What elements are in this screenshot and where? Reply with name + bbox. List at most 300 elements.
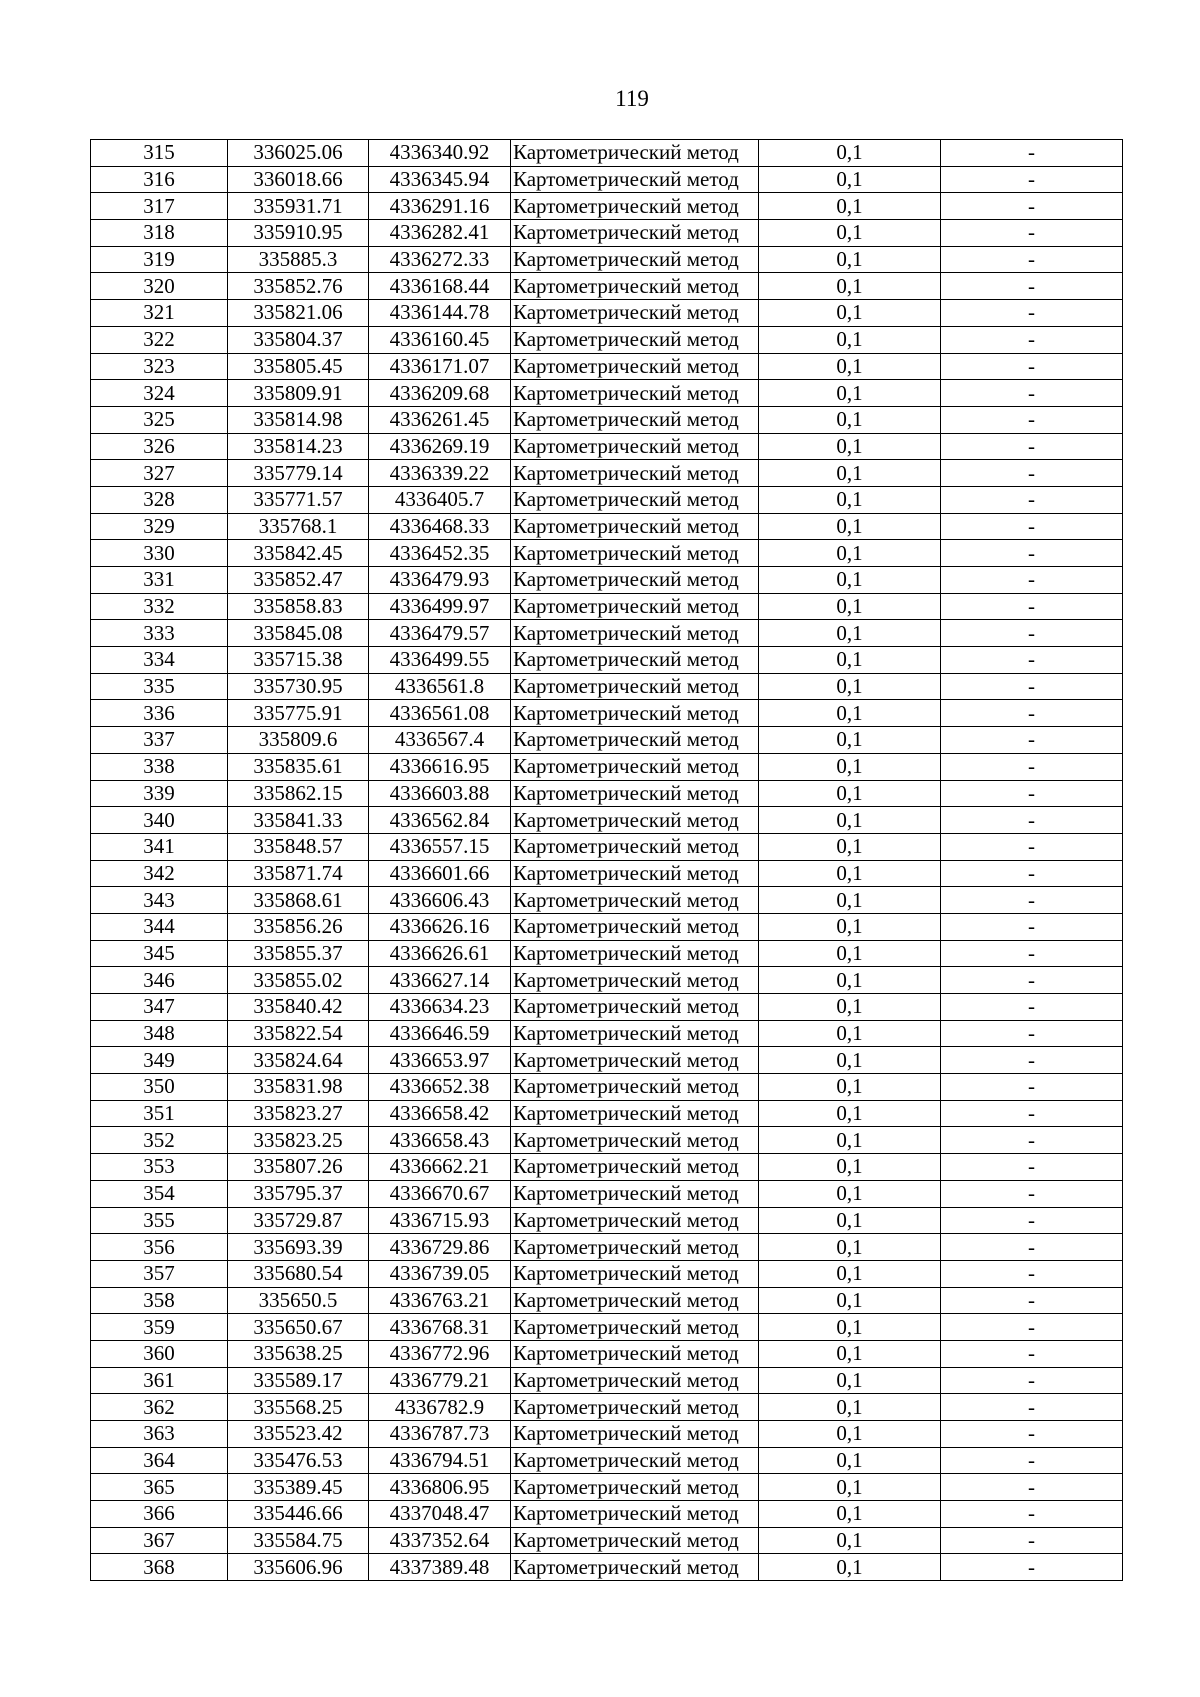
note-cell: -	[941, 700, 1123, 727]
y-coordinate-cell: 4336452.35	[369, 540, 511, 567]
coordinates-table	[90, 139, 1123, 1581]
note-cell: -	[941, 1047, 1123, 1074]
table-row	[91, 593, 1123, 620]
y-coordinate-cell: 4336282.41	[369, 220, 511, 247]
note-cell: -	[941, 1394, 1123, 1421]
y-coordinate-cell: 4336626.61	[369, 940, 511, 967]
x-coordinate-cell: 335852.76	[228, 273, 369, 300]
note-cell: -	[941, 1474, 1123, 1501]
x-coordinate-cell: 335835.61	[228, 753, 369, 780]
x-coordinate-cell: 335868.61	[228, 887, 369, 914]
point-number-cell: 361	[91, 1367, 228, 1394]
table-row	[91, 647, 1123, 674]
method-cell: Картометрический метод	[511, 140, 759, 167]
x-coordinate-cell: 335823.27	[228, 1100, 369, 1127]
y-coordinate-cell: 4336715.93	[369, 1207, 511, 1234]
note-cell: -	[941, 166, 1123, 193]
table-row	[91, 1447, 1123, 1474]
method-cell: Картометрический метод	[511, 620, 759, 647]
table-row	[91, 380, 1123, 407]
accuracy-cell: 0,1	[759, 913, 941, 940]
point-number-cell: 327	[91, 460, 228, 487]
x-coordinate-cell: 335584.75	[228, 1527, 369, 1554]
x-coordinate-cell: 335852.47	[228, 567, 369, 594]
y-coordinate-cell: 4336787.73	[369, 1421, 511, 1448]
note-cell: -	[941, 940, 1123, 967]
method-cell: Картометрический метод	[511, 1474, 759, 1501]
x-coordinate-cell: 335476.53	[228, 1447, 369, 1474]
accuracy-cell: 0,1	[759, 807, 941, 834]
accuracy-cell: 0,1	[759, 220, 941, 247]
y-coordinate-cell: 4336345.94	[369, 166, 511, 193]
table-row	[91, 166, 1123, 193]
method-cell: Картометрический метод	[511, 486, 759, 513]
accuracy-cell: 0,1	[759, 326, 941, 353]
note-cell: -	[941, 1100, 1123, 1127]
x-coordinate-cell: 335848.57	[228, 833, 369, 860]
point-number-cell: 356	[91, 1234, 228, 1261]
y-coordinate-cell: 4336561.8	[369, 673, 511, 700]
table-row	[91, 994, 1123, 1021]
x-coordinate-cell: 335523.42	[228, 1421, 369, 1448]
accuracy-cell: 0,1	[759, 887, 941, 914]
x-coordinate-cell: 335809.6	[228, 727, 369, 754]
accuracy-cell: 0,1	[759, 513, 941, 540]
table-row	[91, 807, 1123, 834]
accuracy-cell: 0,1	[759, 460, 941, 487]
y-coordinate-cell: 4336658.43	[369, 1127, 511, 1154]
method-cell: Картометрический метод	[511, 166, 759, 193]
point-number-cell: 333	[91, 620, 228, 647]
table-row	[91, 1474, 1123, 1501]
table-row	[91, 673, 1123, 700]
method-cell: Картометрический метод	[511, 593, 759, 620]
note-cell: -	[941, 540, 1123, 567]
method-cell: Картометрический метод	[511, 994, 759, 1021]
x-coordinate-cell: 335693.39	[228, 1234, 369, 1261]
table-row	[91, 326, 1123, 353]
point-number-cell: 319	[91, 246, 228, 273]
point-number-cell: 347	[91, 994, 228, 1021]
point-number-cell: 341	[91, 833, 228, 860]
note-cell: -	[941, 967, 1123, 994]
y-coordinate-cell: 4336562.84	[369, 807, 511, 834]
method-cell: Картометрический метод	[511, 1260, 759, 1287]
point-number-cell: 359	[91, 1314, 228, 1341]
method-cell: Картометрический метод	[511, 780, 759, 807]
method-cell: Картометрический метод	[511, 1100, 759, 1127]
accuracy-cell: 0,1	[759, 1180, 941, 1207]
method-cell: Картометрический метод	[511, 460, 759, 487]
table-row	[91, 620, 1123, 647]
point-number-cell: 322	[91, 326, 228, 353]
accuracy-cell: 0,1	[759, 1447, 941, 1474]
method-cell: Картометрический метод	[511, 1180, 759, 1207]
y-coordinate-cell: 4337048.47	[369, 1501, 511, 1528]
x-coordinate-cell: 335446.66	[228, 1501, 369, 1528]
method-cell: Картометрический метод	[511, 1394, 759, 1421]
method-cell: Картометрический метод	[511, 1527, 759, 1554]
y-coordinate-cell: 4336499.55	[369, 647, 511, 674]
note-cell: -	[941, 620, 1123, 647]
note-cell: -	[941, 1314, 1123, 1341]
x-coordinate-cell: 335856.26	[228, 913, 369, 940]
note-cell: -	[941, 1154, 1123, 1181]
accuracy-cell: 0,1	[759, 1501, 941, 1528]
table-row	[91, 353, 1123, 380]
method-cell: Картометрический метод	[511, 1287, 759, 1314]
table-row	[91, 860, 1123, 887]
point-number-cell: 315	[91, 140, 228, 167]
note-cell: -	[941, 193, 1123, 220]
y-coordinate-cell: 4337389.48	[369, 1554, 511, 1581]
method-cell: Картометрический метод	[511, 860, 759, 887]
table-row	[91, 1020, 1123, 1047]
x-coordinate-cell: 336025.06	[228, 140, 369, 167]
point-number-cell: 349	[91, 1047, 228, 1074]
x-coordinate-cell: 335715.38	[228, 647, 369, 674]
note-cell: -	[941, 380, 1123, 407]
point-number-cell: 345	[91, 940, 228, 967]
method-cell: Картометрический метод	[511, 753, 759, 780]
point-number-cell: 339	[91, 780, 228, 807]
x-coordinate-cell: 335814.98	[228, 406, 369, 433]
point-number-cell: 331	[91, 567, 228, 594]
method-cell: Картометрический метод	[511, 1367, 759, 1394]
y-coordinate-cell: 4336601.66	[369, 860, 511, 887]
point-number-cell: 354	[91, 1180, 228, 1207]
method-cell: Картометрический метод	[511, 1554, 759, 1581]
x-coordinate-cell: 335680.54	[228, 1260, 369, 1287]
x-coordinate-cell: 335779.14	[228, 460, 369, 487]
table-row	[91, 1287, 1123, 1314]
y-coordinate-cell: 4336806.95	[369, 1474, 511, 1501]
table-row	[91, 1421, 1123, 1448]
x-coordinate-cell: 335389.45	[228, 1474, 369, 1501]
accuracy-cell: 0,1	[759, 647, 941, 674]
x-coordinate-cell: 335824.64	[228, 1047, 369, 1074]
x-coordinate-cell: 335831.98	[228, 1074, 369, 1101]
y-coordinate-cell: 4336567.4	[369, 727, 511, 754]
x-coordinate-cell: 335823.25	[228, 1127, 369, 1154]
point-number-cell: 334	[91, 647, 228, 674]
table-row	[91, 246, 1123, 273]
accuracy-cell: 0,1	[759, 1207, 941, 1234]
accuracy-cell: 0,1	[759, 1100, 941, 1127]
y-coordinate-cell: 4336794.51	[369, 1447, 511, 1474]
accuracy-cell: 0,1	[759, 727, 941, 754]
page-number: 119	[615, 86, 649, 111]
method-cell: Картометрический метод	[511, 220, 759, 247]
accuracy-cell: 0,1	[759, 1154, 941, 1181]
accuracy-cell: 0,1	[759, 994, 941, 1021]
accuracy-cell: 0,1	[759, 1020, 941, 1047]
note-cell: -	[941, 913, 1123, 940]
note-cell: -	[941, 513, 1123, 540]
accuracy-cell: 0,1	[759, 860, 941, 887]
x-coordinate-cell: 335845.08	[228, 620, 369, 647]
table-row	[91, 300, 1123, 327]
y-coordinate-cell: 4336658.42	[369, 1100, 511, 1127]
point-number-cell: 317	[91, 193, 228, 220]
point-number-cell: 337	[91, 727, 228, 754]
point-number-cell: 335	[91, 673, 228, 700]
point-number-cell: 363	[91, 1421, 228, 1448]
y-coordinate-cell: 4336634.23	[369, 994, 511, 1021]
note-cell: -	[941, 486, 1123, 513]
table-row	[91, 1100, 1123, 1127]
note-cell: -	[941, 1127, 1123, 1154]
coordinates-table-body	[91, 140, 1123, 1581]
method-cell: Картометрический метод	[511, 647, 759, 674]
accuracy-cell: 0,1	[759, 780, 941, 807]
point-number-cell: 318	[91, 220, 228, 247]
accuracy-cell: 0,1	[759, 1047, 941, 1074]
note-cell: -	[941, 647, 1123, 674]
method-cell: Картометрический метод	[511, 380, 759, 407]
point-number-cell: 357	[91, 1260, 228, 1287]
x-coordinate-cell: 335606.96	[228, 1554, 369, 1581]
method-cell: Картометрический метод	[511, 673, 759, 700]
table-row	[91, 833, 1123, 860]
note-cell: -	[941, 1340, 1123, 1367]
accuracy-cell: 0,1	[759, 406, 941, 433]
point-number-cell: 346	[91, 967, 228, 994]
x-coordinate-cell: 335589.17	[228, 1367, 369, 1394]
x-coordinate-cell: 335855.02	[228, 967, 369, 994]
y-coordinate-cell: 4336272.33	[369, 246, 511, 273]
table-row	[91, 406, 1123, 433]
method-cell: Картометрический метод	[511, 1447, 759, 1474]
note-cell: -	[941, 994, 1123, 1021]
method-cell: Картометрический метод	[511, 1127, 759, 1154]
method-cell: Картометрический метод	[511, 406, 759, 433]
point-number-cell: 353	[91, 1154, 228, 1181]
y-coordinate-cell: 4336603.88	[369, 780, 511, 807]
method-cell: Картометрический метод	[511, 326, 759, 353]
table-row	[91, 540, 1123, 567]
x-coordinate-cell: 335858.83	[228, 593, 369, 620]
x-coordinate-cell: 335910.95	[228, 220, 369, 247]
x-coordinate-cell: 335814.23	[228, 433, 369, 460]
method-cell: Картометрический метод	[511, 1501, 759, 1528]
point-number-cell: 355	[91, 1207, 228, 1234]
table-row	[91, 1047, 1123, 1074]
x-coordinate-cell: 335768.1	[228, 513, 369, 540]
point-number-cell: 329	[91, 513, 228, 540]
method-cell: Картометрический метод	[511, 913, 759, 940]
method-cell: Картометрический метод	[511, 967, 759, 994]
table-row	[91, 1260, 1123, 1287]
y-coordinate-cell: 4336160.45	[369, 326, 511, 353]
note-cell: -	[941, 1421, 1123, 1448]
accuracy-cell: 0,1	[759, 1394, 941, 1421]
y-coordinate-cell: 4336739.05	[369, 1260, 511, 1287]
point-number-cell: 368	[91, 1554, 228, 1581]
x-coordinate-cell: 335821.06	[228, 300, 369, 327]
point-number-cell: 342	[91, 860, 228, 887]
note-cell: -	[941, 220, 1123, 247]
x-coordinate-cell: 335809.91	[228, 380, 369, 407]
x-coordinate-cell: 335795.37	[228, 1180, 369, 1207]
note-cell: -	[941, 593, 1123, 620]
y-coordinate-cell: 4336499.97	[369, 593, 511, 620]
table-row	[91, 967, 1123, 994]
method-cell: Картометрический метод	[511, 1047, 759, 1074]
y-coordinate-cell: 4336670.67	[369, 1180, 511, 1207]
y-coordinate-cell: 4336653.97	[369, 1047, 511, 1074]
method-cell: Картометрический метод	[511, 940, 759, 967]
accuracy-cell: 0,1	[759, 193, 941, 220]
note-cell: -	[941, 1180, 1123, 1207]
accuracy-cell: 0,1	[759, 433, 941, 460]
method-cell: Картометрический метод	[511, 1421, 759, 1448]
table-row	[91, 780, 1123, 807]
x-coordinate-cell: 335885.3	[228, 246, 369, 273]
method-cell: Картометрический метод	[511, 727, 759, 754]
point-number-cell: 365	[91, 1474, 228, 1501]
point-number-cell: 316	[91, 166, 228, 193]
note-cell: -	[941, 1287, 1123, 1314]
method-cell: Картометрический метод	[511, 833, 759, 860]
note-cell: -	[941, 727, 1123, 754]
method-cell: Картометрический метод	[511, 1314, 759, 1341]
table-row	[91, 1074, 1123, 1101]
table-row	[91, 727, 1123, 754]
method-cell: Картометрический метод	[511, 353, 759, 380]
note-cell: -	[941, 1020, 1123, 1047]
table-row	[91, 1154, 1123, 1181]
accuracy-cell: 0,1	[759, 1474, 941, 1501]
point-number-cell: 360	[91, 1340, 228, 1367]
method-cell: Картометрический метод	[511, 807, 759, 834]
accuracy-cell: 0,1	[759, 940, 941, 967]
accuracy-cell: 0,1	[759, 567, 941, 594]
note-cell: -	[941, 1367, 1123, 1394]
note-cell: -	[941, 1207, 1123, 1234]
method-cell: Картометрический метод	[511, 246, 759, 273]
table-row	[91, 1554, 1123, 1581]
table-row	[91, 1127, 1123, 1154]
accuracy-cell: 0,1	[759, 246, 941, 273]
y-coordinate-cell: 4336779.21	[369, 1367, 511, 1394]
y-coordinate-cell: 4336340.92	[369, 140, 511, 167]
note-cell: -	[941, 1554, 1123, 1581]
note-cell: -	[941, 1447, 1123, 1474]
table-row	[91, 940, 1123, 967]
note-cell: -	[941, 326, 1123, 353]
x-coordinate-cell: 335638.25	[228, 1340, 369, 1367]
x-coordinate-cell: 335842.45	[228, 540, 369, 567]
y-coordinate-cell: 4336768.31	[369, 1314, 511, 1341]
note-cell: -	[941, 833, 1123, 860]
point-number-cell: 321	[91, 300, 228, 327]
method-cell: Картометрический метод	[511, 1340, 759, 1367]
x-coordinate-cell: 335805.45	[228, 353, 369, 380]
note-cell: -	[941, 140, 1123, 167]
point-number-cell: 340	[91, 807, 228, 834]
method-cell: Картометрический метод	[511, 513, 759, 540]
accuracy-cell: 0,1	[759, 273, 941, 300]
note-cell: -	[941, 246, 1123, 273]
x-coordinate-cell: 336018.66	[228, 166, 369, 193]
note-cell: -	[941, 1527, 1123, 1554]
y-coordinate-cell: 4336662.21	[369, 1154, 511, 1181]
y-coordinate-cell: 4336171.07	[369, 353, 511, 380]
point-number-cell: 325	[91, 406, 228, 433]
y-coordinate-cell: 4336782.9	[369, 1394, 511, 1421]
table-row	[91, 273, 1123, 300]
table-row	[91, 486, 1123, 513]
note-cell: -	[941, 1234, 1123, 1261]
accuracy-cell: 0,1	[759, 620, 941, 647]
x-coordinate-cell: 335822.54	[228, 1020, 369, 1047]
point-number-cell: 352	[91, 1127, 228, 1154]
note-cell: -	[941, 860, 1123, 887]
point-number-cell: 366	[91, 1501, 228, 1528]
method-cell: Картометрический метод	[511, 567, 759, 594]
accuracy-cell: 0,1	[759, 753, 941, 780]
note-cell: -	[941, 780, 1123, 807]
table-row	[91, 513, 1123, 540]
point-number-cell: 344	[91, 913, 228, 940]
accuracy-cell: 0,1	[759, 1554, 941, 1581]
method-cell: Картометрический метод	[511, 700, 759, 727]
point-number-cell: 338	[91, 753, 228, 780]
method-cell: Картометрический метод	[511, 1154, 759, 1181]
y-coordinate-cell: 4336606.43	[369, 887, 511, 914]
method-cell: Картометрический метод	[511, 887, 759, 914]
point-number-cell: 320	[91, 273, 228, 300]
y-coordinate-cell: 4336339.22	[369, 460, 511, 487]
point-number-cell: 332	[91, 593, 228, 620]
method-cell: Картометрический метод	[511, 273, 759, 300]
point-number-cell: 343	[91, 887, 228, 914]
table-row	[91, 913, 1123, 940]
x-coordinate-cell: 335840.42	[228, 994, 369, 1021]
table-row	[91, 220, 1123, 247]
y-coordinate-cell: 4336616.95	[369, 753, 511, 780]
note-cell: -	[941, 406, 1123, 433]
point-number-cell: 323	[91, 353, 228, 380]
point-number-cell: 364	[91, 1447, 228, 1474]
accuracy-cell: 0,1	[759, 1421, 941, 1448]
y-coordinate-cell: 4336291.16	[369, 193, 511, 220]
table-row	[91, 1234, 1123, 1261]
x-coordinate-cell: 335931.71	[228, 193, 369, 220]
point-number-cell: 326	[91, 433, 228, 460]
x-coordinate-cell: 335841.33	[228, 807, 369, 834]
point-number-cell: 351	[91, 1100, 228, 1127]
note-cell: -	[941, 353, 1123, 380]
accuracy-cell: 0,1	[759, 700, 941, 727]
note-cell: -	[941, 753, 1123, 780]
note-cell: -	[941, 433, 1123, 460]
table-row	[91, 1367, 1123, 1394]
note-cell: -	[941, 273, 1123, 300]
table-row	[91, 1314, 1123, 1341]
x-coordinate-cell: 335871.74	[228, 860, 369, 887]
table-row	[91, 460, 1123, 487]
point-number-cell: 330	[91, 540, 228, 567]
y-coordinate-cell: 4336627.14	[369, 967, 511, 994]
x-coordinate-cell: 335730.95	[228, 673, 369, 700]
table-row	[91, 567, 1123, 594]
point-number-cell: 336	[91, 700, 228, 727]
y-coordinate-cell: 4336479.57	[369, 620, 511, 647]
y-coordinate-cell: 4336168.44	[369, 273, 511, 300]
note-cell: -	[941, 1260, 1123, 1287]
